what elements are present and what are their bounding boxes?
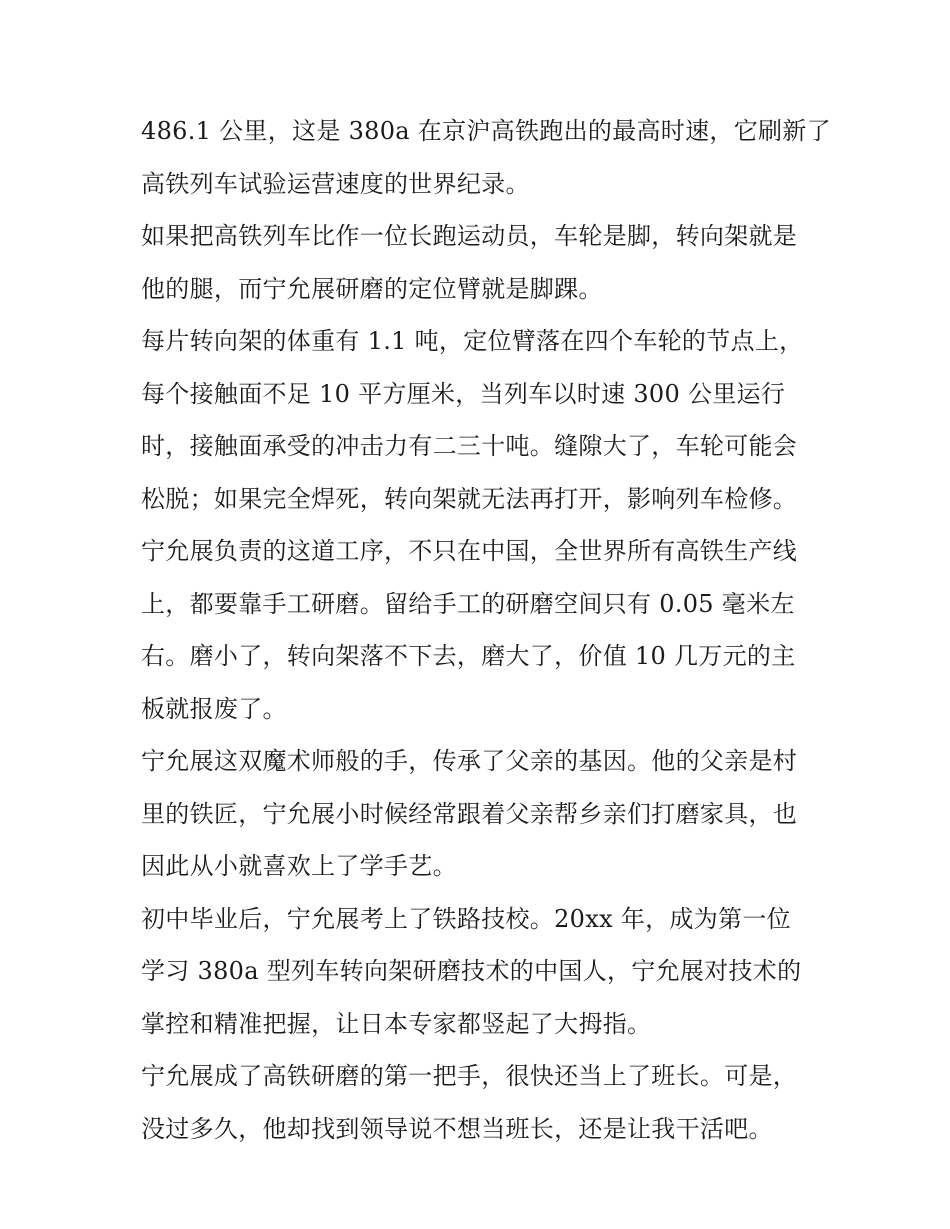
text-line: 松脱；如果完全焊死，转向架就无法再打开，影响列车检修。 bbox=[141, 484, 798, 513]
text-line: 右。磨小了，转向架落不下去，磨大了，价值 10 几万元的主 bbox=[141, 642, 796, 670]
text-line: 每个接触面不足 10 平方厘米，当列车以时速 300 公里运行 bbox=[141, 379, 786, 408]
text-line: 486.1 公里，这是 380a 在京沪高铁跑出的最高时速，它刷新了 bbox=[141, 117, 831, 145]
text-line: 里的铁匠，宁允展小时候经常跟着父亲帮乡亲们打磨家具，也 bbox=[141, 799, 798, 828]
text-line: 高铁列车试验运营速度的世界纪录。 bbox=[141, 169, 530, 198]
text-line: 时，接触面承受的冲击力有二三十吨。缝隙大了，车轮可能会 bbox=[141, 432, 798, 460]
text-line: 每片转向架的体重有 1.1 吨，定位臂落在四个车轮的节点上， bbox=[141, 327, 804, 355]
text-line: 板就报废了。 bbox=[141, 694, 287, 723]
text-line: 没过多久，他却找到领导说不想当班长，还是让我干活吧。 bbox=[141, 1114, 773, 1143]
text-line: 他的腿，而宁允展研磨的定位臂就是脚踝。 bbox=[141, 274, 603, 303]
text-line: 如果把高铁列车比作一位长跑运动员，车轮是脚，转向架就是 bbox=[141, 222, 798, 250]
text-line: 掌控和精准把握，让日本专家都竖起了大拇指。 bbox=[141, 1009, 652, 1038]
text-line: 宁允展负责的这道工序，不只在中国，全世界所有高铁生产线 bbox=[141, 537, 798, 565]
text-line: 宁允展这双魔术师般的手，传承了父亲的基因。他的父亲是村 bbox=[141, 747, 798, 775]
document-body bbox=[141, 105, 831, 1155]
text-line: 初中毕业后，宁允展考上了铁路技校。20xx 年，成为第一位 bbox=[141, 904, 791, 933]
text-line: 学习 380a 型列车转向架研磨技术的中国人，宁允展对技术的 bbox=[141, 957, 802, 985]
text-line: 上，都要靠手工研磨。留给手工的研磨空间只有 0.05 毫米左 bbox=[141, 589, 795, 618]
text-line: 因此从小就喜欢上了学手艺。 bbox=[141, 852, 457, 880]
text-line: 宁允展成了高铁研磨的第一把手，很快还当上了班长。可是， bbox=[141, 1062, 798, 1090]
